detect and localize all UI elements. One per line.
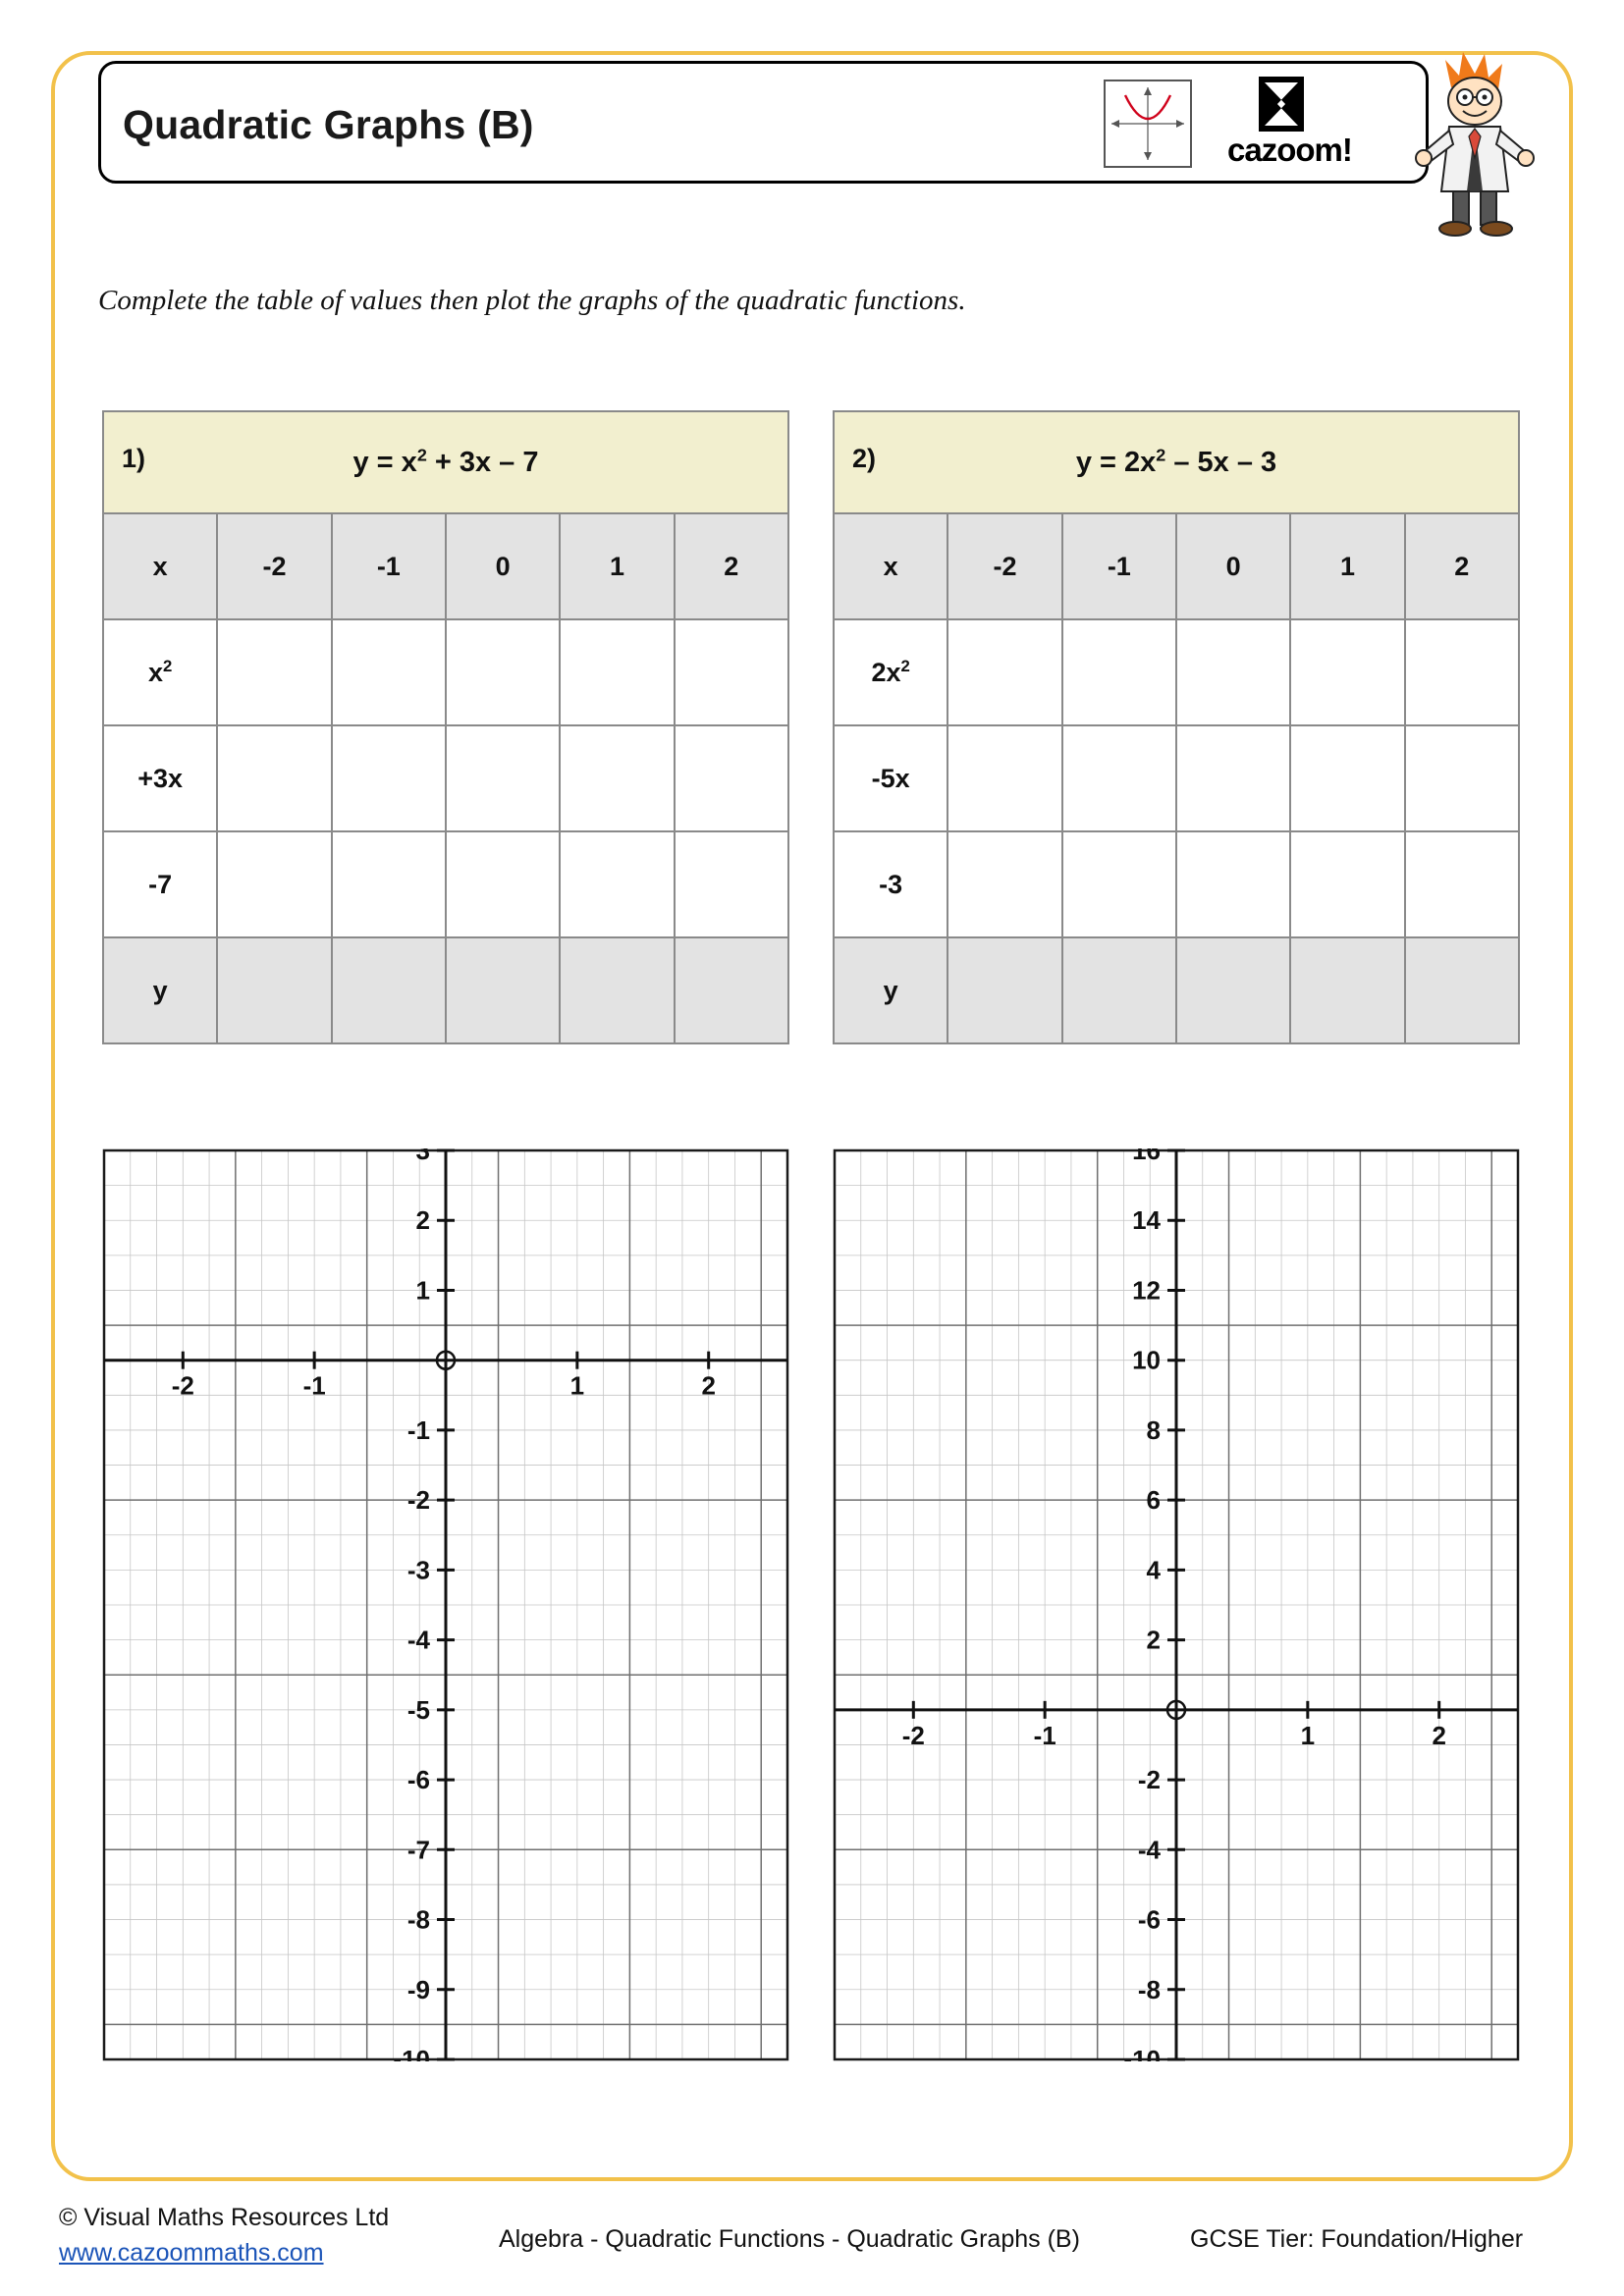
svg-text:-2: -2 xyxy=(901,1720,925,1750)
table-row xyxy=(103,831,788,937)
row-label-y: y xyxy=(103,937,217,1043)
svg-text:-2: -2 xyxy=(406,1485,430,1516)
table-row xyxy=(103,725,788,831)
answer-cell[interactable] xyxy=(1290,937,1404,1043)
answer-cell[interactable] xyxy=(675,619,788,725)
table-row xyxy=(103,619,788,725)
answer-cell[interactable] xyxy=(1405,619,1519,725)
table-row xyxy=(834,831,1519,937)
svg-text:-10: -10 xyxy=(1123,2045,1161,2061)
row-label-minus-7: -7 xyxy=(103,831,217,937)
answer-cell[interactable] xyxy=(1176,725,1290,831)
answer-cell[interactable] xyxy=(1062,831,1176,937)
answer-cell[interactable] xyxy=(675,725,788,831)
svg-text:4: 4 xyxy=(1146,1555,1161,1585)
x-value-cell: 1 xyxy=(560,513,674,619)
svg-text:-5: -5 xyxy=(406,1694,430,1725)
answer-cell[interactable] xyxy=(1405,831,1519,937)
answer-cell[interactable] xyxy=(947,831,1061,937)
equation-2: $y = 2x^2 - 5x - 3$ xyxy=(1075,445,1277,479)
svg-text:-4: -4 xyxy=(1137,1835,1161,1865)
answer-cell[interactable] xyxy=(1176,619,1290,725)
svg-text:8: 8 xyxy=(1146,1415,1161,1445)
svg-text:1: 1 xyxy=(1300,1720,1316,1750)
svg-text:-6: -6 xyxy=(406,1765,430,1795)
x-value-cell: -2 xyxy=(217,513,331,619)
answer-cell[interactable] xyxy=(217,831,331,937)
answer-cell[interactable] xyxy=(1062,725,1176,831)
row-label-y: y xyxy=(834,937,947,1043)
svg-text:6: 6 xyxy=(1146,1485,1161,1516)
answer-cell[interactable] xyxy=(1176,831,1290,937)
answer-cell[interactable] xyxy=(1405,725,1519,831)
answer-cell[interactable] xyxy=(332,831,446,937)
x-value-cell: 2 xyxy=(1405,513,1519,619)
answer-cell[interactable] xyxy=(1290,619,1404,725)
answer-cell[interactable] xyxy=(1062,619,1176,725)
x-value-cell: -2 xyxy=(947,513,1061,619)
svg-text:2: 2 xyxy=(415,1205,430,1236)
answer-cell[interactable] xyxy=(1290,725,1404,831)
svg-text:-1: -1 xyxy=(1033,1720,1056,1750)
svg-text:3: 3 xyxy=(415,1148,430,1165)
table-title-row xyxy=(103,411,788,513)
svg-text:16: 16 xyxy=(1132,1148,1161,1165)
row-label-minus-3: -3 xyxy=(834,831,947,937)
row-label-2x-squared: $2x^2$ xyxy=(834,619,947,725)
answer-cell[interactable] xyxy=(1176,937,1290,1043)
answer-cell[interactable] xyxy=(1290,831,1404,937)
footer-topic: Algebra - Quadratic Functions - Quadratic Graphs (B) xyxy=(499,2225,1080,2253)
svg-text:2: 2 xyxy=(1432,1720,1446,1750)
parabola-logo-icon xyxy=(1104,80,1192,168)
svg-text:-1: -1 xyxy=(406,1415,430,1445)
question-number-2: 2) xyxy=(852,444,877,473)
answer-cell[interactable] xyxy=(947,619,1061,725)
x-value-cell: 2 xyxy=(675,513,788,619)
cazoom-logo xyxy=(1218,77,1394,171)
svg-text:12: 12 xyxy=(1132,1275,1161,1306)
row-label-3x: +3x xyxy=(103,725,217,831)
cartoon-scientist-mascot-icon xyxy=(1406,44,1543,240)
x-value-cell: 1 xyxy=(1290,513,1404,619)
table-row xyxy=(834,725,1519,831)
cazoom-wordmark: cazoom! xyxy=(1227,132,1352,168)
footer-tier: GCSE Tier: Foundation/Higher xyxy=(1190,2225,1524,2253)
graph-grid-1[interactable] xyxy=(102,1148,789,2066)
answer-cell[interactable] xyxy=(1405,937,1519,1043)
svg-text:-3: -3 xyxy=(406,1555,430,1585)
copyright-text: © Visual Maths Resources Ltd xyxy=(59,2204,390,2231)
values-table-1 xyxy=(102,410,789,1044)
footer xyxy=(0,2204,1624,2296)
values-table-2 xyxy=(833,410,1520,1044)
table-row-y xyxy=(103,937,788,1043)
svg-text:1: 1 xyxy=(569,1370,585,1401)
answer-cell[interactable] xyxy=(446,619,560,725)
svg-text:2: 2 xyxy=(1146,1625,1161,1655)
table-title-row xyxy=(834,411,1519,513)
answer-cell[interactable] xyxy=(332,619,446,725)
svg-text:-1: -1 xyxy=(302,1370,326,1401)
x-value-cell: 0 xyxy=(1176,513,1290,619)
answer-cell[interactable] xyxy=(560,937,674,1043)
answer-cell[interactable] xyxy=(675,937,788,1043)
svg-text:-7: -7 xyxy=(406,1835,430,1865)
table-header-row xyxy=(103,513,788,619)
cazoom-mark-icon xyxy=(1259,77,1304,132)
answer-cell[interactable] xyxy=(332,725,446,831)
answer-cell[interactable] xyxy=(446,831,560,937)
x-header-2: x xyxy=(834,513,947,619)
svg-text:2: 2 xyxy=(701,1370,716,1401)
table-row xyxy=(834,619,1519,725)
x-value-cell: -1 xyxy=(1062,513,1176,619)
svg-text:-10: -10 xyxy=(393,2045,430,2061)
page-title: Quadratic Graphs (B) xyxy=(123,102,534,147)
svg-text:10: 10 xyxy=(1132,1345,1161,1375)
table-header-row xyxy=(834,513,1519,619)
svg-text:-9: -9 xyxy=(406,1974,430,2004)
answer-cell[interactable] xyxy=(332,937,446,1043)
svg-text:14: 14 xyxy=(1132,1205,1161,1236)
svg-text:1: 1 xyxy=(415,1275,430,1306)
equation-1: $y = x^2 + 3x - 7$ xyxy=(352,445,539,479)
svg-text:-8: -8 xyxy=(406,1904,430,1935)
row-label-x-squared: $x^2$ xyxy=(103,619,217,725)
answer-cell[interactable] xyxy=(560,725,674,831)
x-header-1: x xyxy=(103,513,217,619)
answer-cell[interactable] xyxy=(217,619,331,725)
answer-cell[interactable] xyxy=(446,725,560,831)
svg-text:-8: -8 xyxy=(1137,1974,1161,2004)
answer-cell[interactable] xyxy=(675,831,788,937)
answer-cell[interactable] xyxy=(1062,937,1176,1043)
svg-text:-2: -2 xyxy=(171,1370,194,1401)
row-label-minus-5x: -5x xyxy=(834,725,947,831)
answer-cell[interactable] xyxy=(217,937,331,1043)
table-row-y xyxy=(834,937,1519,1043)
website-link[interactable]: www.cazoommaths.com xyxy=(59,2239,324,2267)
answer-cell[interactable] xyxy=(947,725,1061,831)
question-number-1: 1) xyxy=(122,444,146,473)
answer-cell[interactable] xyxy=(217,725,331,831)
answer-cell[interactable] xyxy=(947,937,1061,1043)
svg-text:-4: -4 xyxy=(406,1625,430,1655)
instruction-text: Complete the table of values then plot the graphs of the quadratic functions. xyxy=(98,285,966,316)
answer-cell[interactable] xyxy=(560,831,674,937)
x-value-cell: 0 xyxy=(446,513,560,619)
svg-text:-6: -6 xyxy=(1137,1904,1161,1935)
answer-cell[interactable] xyxy=(446,937,560,1043)
x-value-cell: -1 xyxy=(332,513,446,619)
graph-grid-2[interactable] xyxy=(833,1148,1520,2066)
svg-text:-2: -2 xyxy=(1137,1765,1161,1795)
answer-cell[interactable] xyxy=(560,619,674,725)
